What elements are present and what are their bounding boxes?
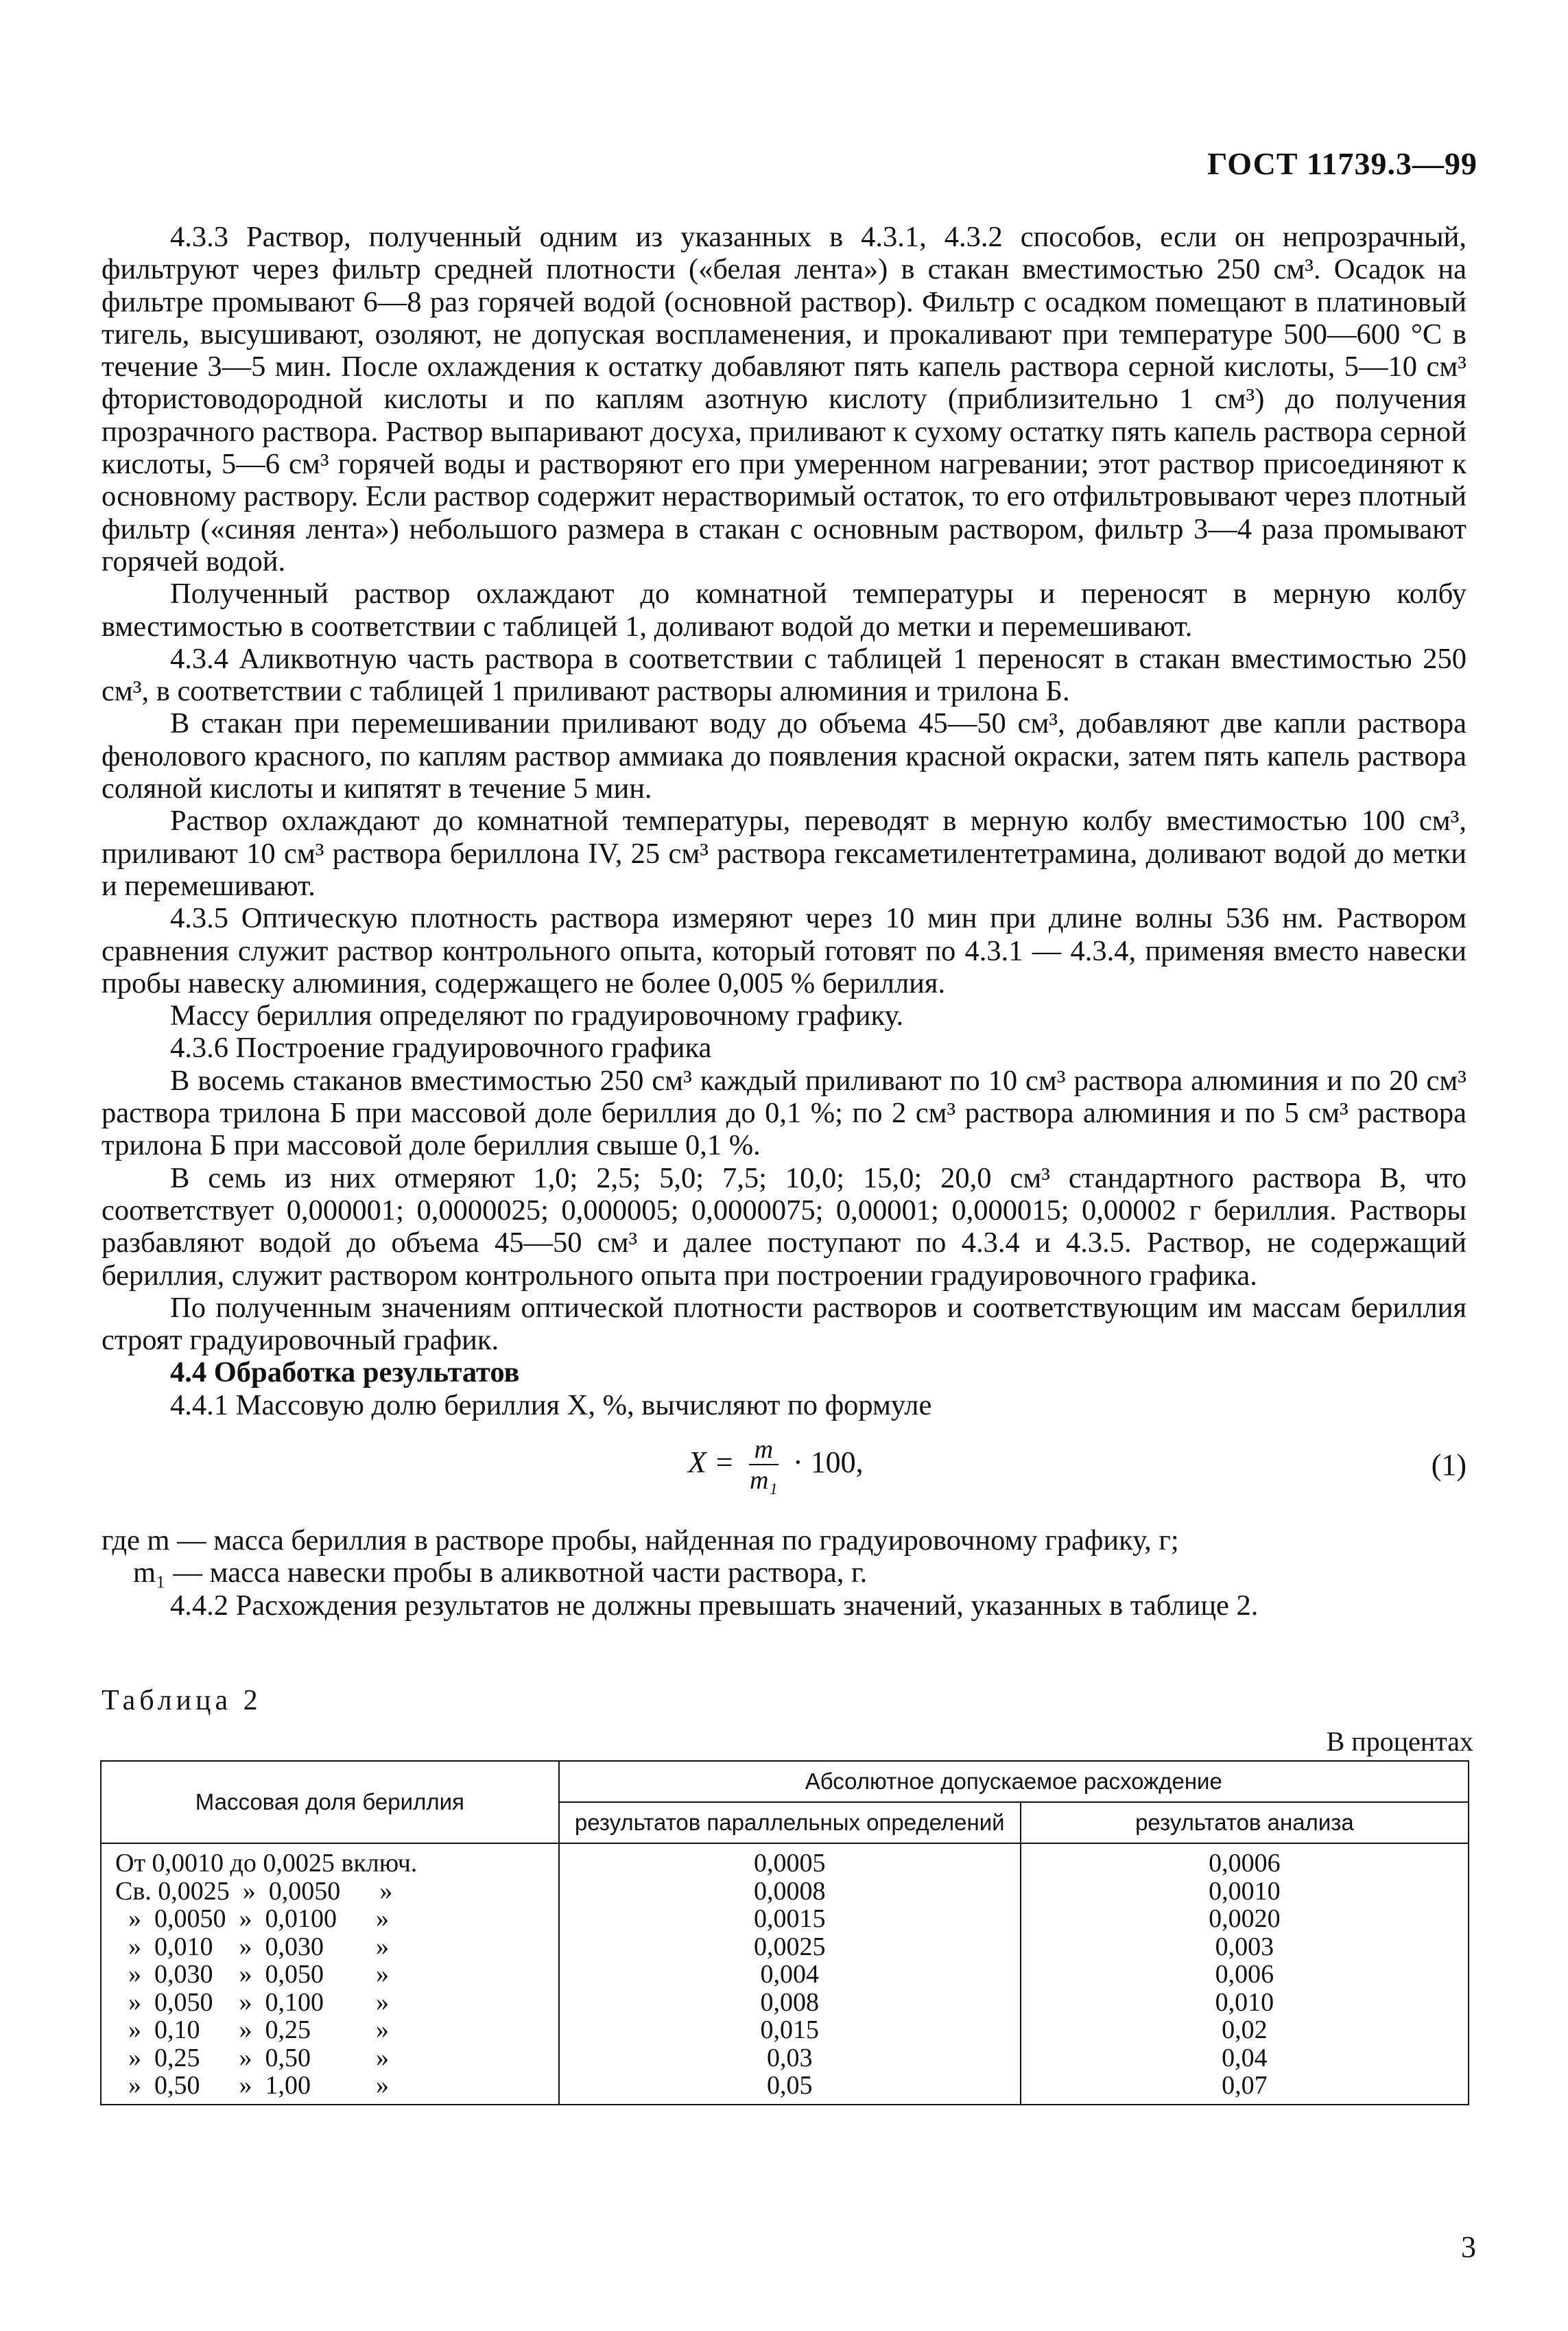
formula-fraction xyxy=(749,1435,779,1495)
paragraph-4-3-4: 4.3.4 Аликвотную часть раствора в соответствии с таблицей 1 переносят в стакан вместимостью 250 см³, в соответствии с таблицей 1 приливают растворы алюминия и трилона Б. xyxy=(102,642,1466,708)
table-cell: 0,003 xyxy=(1021,1933,1469,1961)
paragraph-4-3-3: 4.3.3 Раствор, полученный одним из указанных в 4.3.1, 4.3.2 способов, если он непрозрачный, фильтруют через фильтр средней плотности («белая лента») в стакан вместимостью 250 см³. Осадок на фильтре промывают 6—8 раз горячей водой (основной раствор). Фильтр с осадком помещают в платиновый тигель, высушивают, озоляют, не допуская воспламенения, и прокаливают при температуре 500—600 °С в течение 3—5 мин. После охлаждения к остатку добавляют пять капель раствора серной кислоты, 5—10 см³ фтористоводородной кислоты и по каплям азотную кислоту (приблизительно 1 см³) до получения прозрачного раствора. Раствор выпаривают досуха, приливают к сухому остатку пять капель раствора серной кислоты, 5—6 см³ горячей воды и растворяют его при умеренном нагревании; этот раствор присоединяют к основному раствору. Если раствор содержит нерастворимый остаток, то его отфильтровывают через плотный фильтр («синяя лента») небольшого размера в стакан с основным раствором, фильтр 3—4 раза промывают горячей водой. xyxy=(102,221,1466,578)
table-cell: 0,0005 xyxy=(559,1843,1021,1878)
table-row xyxy=(101,2072,1469,2105)
section-heading-4-4: 4.4 Обработка результатов xyxy=(170,1356,520,1389)
table-row xyxy=(101,1933,1469,1961)
paragraph: По полученным значениям оптической плотности растворов и соответствующим им массам бериллия строят градуировочный график. xyxy=(102,1291,1466,1357)
paragraph-4-3-6: 4.3.6 Построение градуировочного графика xyxy=(170,1032,712,1065)
table-row xyxy=(101,2016,1469,2044)
table-header-mass-fraction: Массовая доля бериллия xyxy=(101,1761,559,1843)
table-body xyxy=(101,1843,1469,2105)
table-units: В процентах xyxy=(1326,1726,1473,1757)
tolerance-table xyxy=(100,1760,1469,2105)
table-row xyxy=(101,2044,1469,2072)
paragraph-4-4-2: 4.4.2 Расхождения результатов не должны превышать значений, указанных в таблице 2. xyxy=(170,1589,1259,1622)
table-cell: » 0,0050 » 0,0100 » xyxy=(101,1905,559,1933)
table-cell: 0,0020 xyxy=(1021,1905,1469,1933)
paragraph: В восемь стаканов вместимостью 250 см³ каждый приливают по 10 см³ раствора алюминия и по 20 см³ раствора трилона Б при массовой доле бериллия до 0,1 %; по 2 см³ раствора алюминия и по 5 см³ раствора трилона Б при массовой доле бериллия свыше 0,1 %. xyxy=(102,1064,1466,1162)
table-cell: 0,006 xyxy=(1021,1961,1469,1989)
document-body xyxy=(102,221,1466,1622)
table-cell: » 0,010 » 0,030 » xyxy=(101,1933,559,1961)
table-cell: » 0,50 » 1,00 » xyxy=(101,2072,559,2105)
table-cell: 0,04 xyxy=(1021,2044,1469,2072)
table-cell: От 0,0010 до 0,0025 включ. xyxy=(101,1843,559,1878)
table-header-absolute-discrepancy: Абсолютное допускаемое расхождение xyxy=(559,1761,1469,1802)
document-header: ГОСТ 11739.3—99 xyxy=(1207,146,1477,181)
table-row xyxy=(101,1961,1469,1989)
where-line-2: m₁ — масса навески пробы в аликвотной части раствора, г. xyxy=(133,1557,868,1589)
table-cell: 0,05 xyxy=(559,2072,1021,2105)
table-cell: » 0,030 » 0,050 » xyxy=(101,1961,559,1989)
formula-expression xyxy=(688,1435,864,1495)
formula-numerator: m xyxy=(749,1435,779,1465)
table-cell: 0,0006 xyxy=(1021,1843,1469,1878)
formula-rhs: · 100, xyxy=(793,1445,864,1480)
page-number: 3 xyxy=(1461,2230,1476,2264)
table-title: Таблица 2 xyxy=(102,1685,262,1716)
table-row xyxy=(101,1989,1469,2017)
table-cell: 0,02 xyxy=(1021,2016,1469,2044)
where-line-1: где m — масса бериллия в растворе пробы, найденная по градуировочному графику, г; xyxy=(102,1524,1179,1557)
paragraph: В семь из них отмеряют 1,0; 2,5; 5,0; 7,5; 10,0; 15,0; 20,0 см³ стандартного раствора В, что соответствует 0,000001; 0,0000025; 0,000005; 0,0000075; 0,00001; 0,000015; 0,00002 г бериллия. Растворы разбавляют водой до объема 45—50 см³ и далее поступают по 4.3.4 и 4.3.5. Раствор, не содержащий бериллия, служит раствором контрольного опыта при построении градуировочного графика. xyxy=(102,1161,1466,1292)
paragraph-4-4-1: 4.4.1 Массовую долю бериллия X, %, вычисляют по формуле xyxy=(170,1388,932,1421)
table-cell: 0,015 xyxy=(559,2016,1021,2044)
table-cell: 0,0015 xyxy=(559,1905,1021,1933)
table-header-parallel: результатов параллельных определений xyxy=(559,1802,1021,1843)
table-cell: » 0,25 » 0,50 » xyxy=(101,2044,559,2072)
formula-denominator: m₁ xyxy=(749,1465,778,1495)
table-cell: 0,0008 xyxy=(559,1878,1021,1906)
table-cell: Св. 0,0025 » 0,0050 » xyxy=(101,1878,559,1906)
paragraph: В стакан при перемешивании приливают воду до объема 45—50 см³, добавляют две капли раствора фенолового красного, по каплям раствор аммиака до появления красной окраски, затем пять капель раствора соляной кислоты и кипятят в течение 5 мин. xyxy=(102,707,1466,805)
formula-1 xyxy=(102,1421,1466,1524)
paragraph-4-3-5: 4.3.5 Оптическую плотность раствора измеряют через 10 мин при длине волны 536 нм. Раствором сравнения служит раствор контрольного опыта, который готовят по 4.3.1 — 4.3.4, применяя вместо навески пробы навеску алюминия, содержащего не более 0,005 % бериллия. xyxy=(102,902,1466,999)
paragraph: Раствор охлаждают до комнатной температуры, переводят в мерную колбу вместимостью 100 см³, приливают 10 см³ раствора бериллона IV, 25 см³ раствора гексаметилентетрамина, доливают водой до метки и перемешивают. xyxy=(102,805,1466,902)
table-cell: » 0,10 » 0,25 » xyxy=(101,2016,559,2044)
table-cell: 0,07 xyxy=(1021,2072,1469,2105)
paragraph: Полученный раствор охлаждают до комнатной температуры и переносят в мерную колбу вместимостью в соответствии с таблицей 1, доливают водой до метки и перемешивают. xyxy=(102,578,1466,643)
table-cell: 0,0010 xyxy=(1021,1878,1469,1906)
paragraph: Массу бериллия определяют по градуировочному графику. xyxy=(170,999,904,1032)
table-header-analysis: результатов анализа xyxy=(1021,1802,1469,1843)
table-cell: » 0,050 » 0,100 » xyxy=(101,1989,559,2017)
table-row xyxy=(101,1878,1469,1906)
formula-number: (1) xyxy=(1431,1447,1466,1482)
table-cell: 0,008 xyxy=(559,1989,1021,2017)
table-cell: 0,0025 xyxy=(559,1933,1021,1961)
table-cell: 0,03 xyxy=(559,2044,1021,2072)
table-row xyxy=(101,1843,1469,1878)
table-cell: 0,004 xyxy=(559,1961,1021,1989)
table-row xyxy=(101,1905,1469,1933)
formula-lhs: X = xyxy=(688,1445,735,1480)
table-cell: 0,010 xyxy=(1021,1989,1469,2017)
